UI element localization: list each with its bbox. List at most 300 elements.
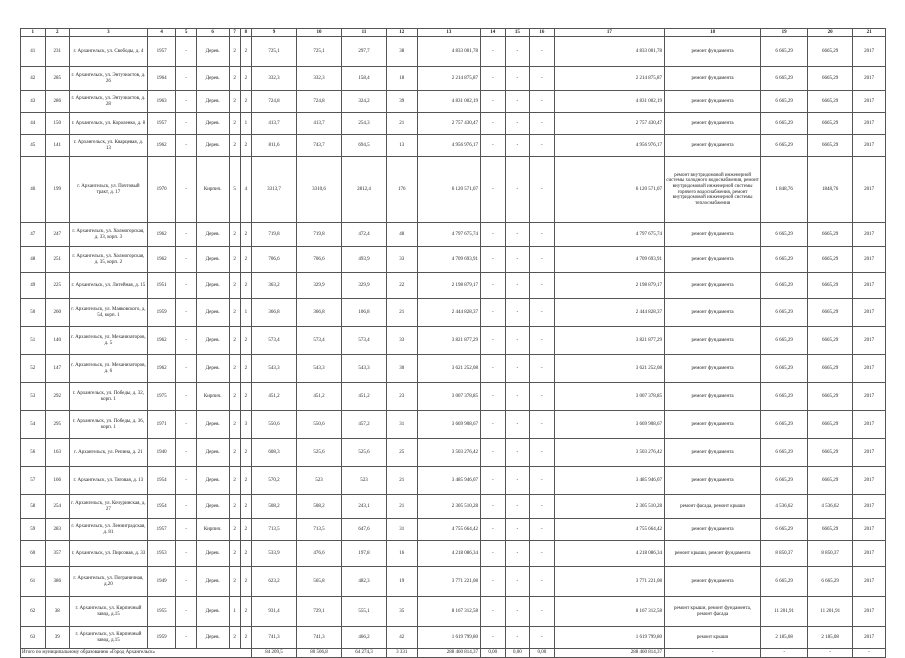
table-cell: 719,8 <box>296 223 341 247</box>
column-number-19: 19 <box>761 29 808 37</box>
cost-cell: 1 619 799,80 <box>554 627 664 649</box>
table-cell: - <box>481 113 506 135</box>
table-row <box>21 495 886 519</box>
cost-cell: 4 833 001,78 <box>554 37 664 67</box>
repair-work-cell: ремонт фундамента <box>665 519 761 541</box>
column-number-20: 20 <box>808 29 853 37</box>
table-cell: - <box>530 383 555 411</box>
table-cell: 6665,29 <box>808 439 853 467</box>
table-row <box>21 355 886 383</box>
table-cell: - <box>505 299 530 327</box>
table-cell: 2 <box>240 495 251 519</box>
address-cell: г. Архангельск, ул. Энтузиастов, д. 28 <box>70 91 148 113</box>
table-cell: 525,6 <box>296 439 341 467</box>
column-number-8: 8 <box>240 29 251 37</box>
table-cell: - <box>481 467 506 495</box>
address-cell: г. Архангельск, ул. Почтовый тракт, д. 17 <box>70 157 148 223</box>
table-cell: 573,4 <box>341 327 386 355</box>
table-cell: 6 665,29 <box>761 519 808 541</box>
repair-work-cell: ремонт фундамента <box>665 383 761 411</box>
table-cell: 543,3 <box>296 355 341 383</box>
table-cell: 1 <box>240 113 251 135</box>
table-row <box>21 567 886 597</box>
address-cell: г. Архангельск, ул. Тяговая, д. 13 <box>70 467 148 495</box>
column-number-11: 11 <box>341 29 386 37</box>
table-cell: - <box>530 541 555 567</box>
table-cell: - <box>530 519 555 541</box>
cost-cell: 4 797 675,74 <box>554 223 664 247</box>
table-cell: Дерев. <box>196 135 229 157</box>
table-cell: 1957 <box>147 519 176 541</box>
table-cell: 1959 <box>147 627 176 649</box>
address-cell: г. Архангельск, ул. Кирпичный завод, д.15 <box>70 597 148 627</box>
column-number-1: 1 <box>21 29 46 37</box>
table-cell: 1964 <box>147 67 176 91</box>
table-cell: - <box>530 247 555 273</box>
table-cell: 2017 <box>853 67 886 91</box>
cost-cell: 3 007 378,85 <box>554 383 664 411</box>
table-cell: - <box>176 223 196 247</box>
table-cell: 243,1 <box>341 495 386 519</box>
cost-cell: 4 831 002,19 <box>554 91 664 113</box>
address-cell: г. Архангельск, ул. Холмогорская, д. 33, корп. 3 <box>70 223 148 247</box>
table-cell: 2 <box>240 273 251 299</box>
cost-cell: 2 214 875,87 <box>554 67 664 91</box>
address-cell: г. Архангельск, ул. Кочуринская, д. 27 <box>70 495 148 519</box>
table-cell: 713,5 <box>252 519 297 541</box>
column-number-3: 3 <box>70 29 148 37</box>
table-cell: - <box>481 157 506 223</box>
table-cell: - <box>505 627 530 649</box>
table-cell: 811,6 <box>252 135 297 157</box>
table-cell: Дерев. <box>196 495 229 519</box>
cost-cell: 3 007 378,85 <box>417 383 480 411</box>
table-cell: 44 <box>21 113 46 135</box>
table-cell: Дерев. <box>196 439 229 467</box>
repair-work-cell: ремонт крыши, ремонт фундамента <box>665 541 761 567</box>
repair-work-cell: ремонт фундамента <box>665 299 761 327</box>
table-cell: 2017 <box>853 157 886 223</box>
table-cell: 565,8 <box>296 567 341 597</box>
address-cell: г. Архангельск, ул. Пограничная, д.20 <box>70 567 148 597</box>
table-cell: 332,3 <box>252 67 297 91</box>
table-cell: 6665,29 <box>808 37 853 67</box>
table-cell: 59 <box>21 519 46 541</box>
table-cell: 2 <box>229 519 240 541</box>
table-cell: 6 665,29 <box>808 567 853 597</box>
table-cell: 413,7 <box>252 113 297 135</box>
table-cell: 523 <box>341 467 386 495</box>
table-cell: 543,3 <box>341 355 386 383</box>
address-cell: г. Архангельск, ул. Победы, д. 32, корп. 1 <box>70 383 148 411</box>
table-cell: 1962 <box>147 327 176 355</box>
table-cell: 61 <box>21 567 46 597</box>
cost-cell: 3 503 276,42 <box>554 439 664 467</box>
table-cell: - <box>481 567 506 597</box>
table-cell: 6 665,29 <box>761 299 808 327</box>
table-cell: 1970 <box>147 157 176 223</box>
repair-work-cell: ремонт фундамента <box>665 439 761 467</box>
repair-work-cell: ремонт фундамента <box>665 113 761 135</box>
table-cell: 21 <box>386 495 417 519</box>
table-cell: 1963 <box>147 91 176 113</box>
table-cell: 4 536,62 <box>808 495 853 519</box>
table-cell: 1957 <box>147 113 176 135</box>
column-number-16: 16 <box>530 29 555 37</box>
cost-cell: 3 485 946,07 <box>554 467 664 495</box>
total-cell: - <box>808 649 853 658</box>
table-cell: 357 <box>45 541 70 567</box>
address-cell: г. Архангельск, ул. Кирпичный завод, д.15 <box>70 627 148 649</box>
table-cell: 199 <box>45 157 70 223</box>
table-cell: 1962 <box>147 135 176 157</box>
total-cell: - <box>853 649 886 658</box>
table-cell: - <box>481 135 506 157</box>
address-cell: г. Архангельск, ул. Энтузиастов, д. 26 <box>70 67 148 91</box>
column-number-14: 14 <box>481 29 506 37</box>
table-cell: - <box>176 411 196 439</box>
table-cell: - <box>481 519 506 541</box>
repair-work-cell: ремонт фундамента <box>665 327 761 355</box>
table-cell: 451,2 <box>341 383 386 411</box>
table-cell: 2 <box>229 113 240 135</box>
table-cell: 197,8 <box>341 541 386 567</box>
cost-cell: 4 833 001,78 <box>417 37 480 67</box>
address-cell: г. Архангельск, ул. Кварцевая, д. 13 <box>70 135 148 157</box>
table-row <box>21 383 886 411</box>
table-cell: - <box>530 135 555 157</box>
table-cell: 2 <box>240 383 251 411</box>
table-cell: 42 <box>21 67 46 91</box>
table-cell: 2017 <box>853 495 886 519</box>
table-cell: 158,4 <box>341 67 386 91</box>
table-cell: 150 <box>45 113 70 135</box>
table-cell: - <box>176 567 196 597</box>
table-cell: - <box>481 541 506 567</box>
repair-work-cell: ремонт фундамента <box>665 135 761 157</box>
table-cell: 47 <box>21 223 46 247</box>
total-cell: - <box>761 649 808 658</box>
table-cell: 6665,29 <box>808 113 853 135</box>
table-cell: 1949 <box>147 567 176 597</box>
table-cell: 147 <box>45 355 70 383</box>
table-cell: 2 <box>229 439 240 467</box>
table-row <box>21 327 886 355</box>
table-row <box>21 157 886 223</box>
table-cell: 386 <box>45 567 70 597</box>
table-cell: 2017 <box>853 327 886 355</box>
table-cell: 2 <box>240 567 251 597</box>
table-cell: 573,4 <box>296 327 341 355</box>
table-cell: - <box>176 37 196 67</box>
table-cell: 38 <box>386 37 417 67</box>
table-cell: 706,6 <box>296 247 341 273</box>
table-cell: 457,2 <box>341 411 386 439</box>
table-cell: 18 <box>386 67 417 91</box>
column-number-5: 5 <box>176 29 196 37</box>
table-cell: - <box>481 411 506 439</box>
table-cell: 6 665,29 <box>761 37 808 67</box>
table-cell: 366,8 <box>296 299 341 327</box>
table-cell: 251 <box>45 247 70 273</box>
table-cell: 2 <box>229 467 240 495</box>
table-cell: 49 <box>21 273 46 299</box>
cost-cell: 3 503 276,42 <box>417 439 480 467</box>
table-cell: 3 <box>240 411 251 439</box>
table-cell: - <box>176 383 196 411</box>
table-row <box>21 541 886 567</box>
cost-cell: 2 198 879,17 <box>554 273 664 299</box>
table-cell: 6 665,29 <box>761 411 808 439</box>
table-cell: 2017 <box>853 541 886 567</box>
table-cell: 2 <box>229 37 240 67</box>
table-cell: 2 <box>229 67 240 91</box>
table-cell: 2 <box>240 627 251 649</box>
table-cell: - <box>530 299 555 327</box>
table-cell: 2 <box>229 273 240 299</box>
table-cell: 1954 <box>147 495 176 519</box>
table-cell: 2017 <box>853 91 886 113</box>
table-cell: 23 <box>386 383 417 411</box>
table-cell: 2017 <box>853 519 886 541</box>
table-cell: 2 <box>229 327 240 355</box>
table-row <box>21 411 886 439</box>
column-number-7: 7 <box>229 29 240 37</box>
table-cell: 2017 <box>853 567 886 597</box>
table-cell: - <box>530 467 555 495</box>
table-cell: 2 <box>229 411 240 439</box>
table-cell: 1962 <box>147 223 176 247</box>
table-cell: 2 <box>229 627 240 649</box>
table-cell: 140 <box>45 327 70 355</box>
total-cell: 288 460 814,37 <box>554 649 664 658</box>
table-cell: 31 <box>386 411 417 439</box>
cost-cell: 4 956 976,17 <box>554 135 664 157</box>
table-cell: - <box>505 411 530 439</box>
table-cell: - <box>530 223 555 247</box>
table-cell: 6 665,29 <box>761 439 808 467</box>
repair-work-cell: ремонт фундамента <box>665 273 761 299</box>
table-cell: 106,8 <box>341 299 386 327</box>
table-cell: 6665,29 <box>808 67 853 91</box>
table-cell: - <box>530 37 555 67</box>
cost-cell: 1 619 799,80 <box>417 627 480 649</box>
column-number-15: 15 <box>505 29 530 37</box>
table-cell: 550,6 <box>252 411 297 439</box>
table-cell: - <box>176 113 196 135</box>
table-cell: 1940 <box>147 439 176 467</box>
repair-work-cell: ремонт фундамента <box>665 67 761 91</box>
table-cell: 741,3 <box>252 627 297 649</box>
table-row <box>21 113 886 135</box>
table-cell: 6 665,29 <box>761 383 808 411</box>
table-cell: 2017 <box>853 113 886 135</box>
table-cell: 570,2 <box>252 467 297 495</box>
address-cell: г. Архангельск, ул. Механизаторов, д. 6 <box>70 355 148 383</box>
table-cell: 6 665,29 <box>761 135 808 157</box>
table-cell: 2 <box>240 91 251 113</box>
table-cell: 523 <box>296 467 341 495</box>
table-cell: - <box>481 439 506 467</box>
table-cell: 2017 <box>853 383 886 411</box>
table-cell: Дерев. <box>196 37 229 67</box>
table-cell: 476,6 <box>296 541 341 567</box>
table-cell: 2017 <box>853 37 886 67</box>
table-cell: 3310,6 <box>296 157 341 223</box>
cost-cell: 6 120 571,07 <box>554 157 664 223</box>
table-cell: 56 <box>21 439 46 467</box>
table-cell: 2 <box>229 355 240 383</box>
table-cell: 2017 <box>853 411 886 439</box>
repair-work-cell: ремонт фундамента <box>665 411 761 439</box>
cost-cell: 2 444 828,37 <box>554 299 664 327</box>
table-row <box>21 627 886 649</box>
table-cell: 329,9 <box>341 273 386 299</box>
table-cell: - <box>176 247 196 273</box>
table-cell: - <box>505 495 530 519</box>
table-cell: - <box>176 91 196 113</box>
table-row <box>21 135 886 157</box>
table-cell: 2 <box>240 519 251 541</box>
table-cell: - <box>530 327 555 355</box>
table-cell: 30 <box>386 355 417 383</box>
table-cell: 297,7 <box>341 37 386 67</box>
table-cell: 694,5 <box>341 135 386 157</box>
cost-cell: 8 167 312,58 <box>554 597 664 627</box>
repair-work-cell: ремонт крыши <box>665 627 761 649</box>
table-cell: 2 <box>240 223 251 247</box>
table-cell: 2 <box>240 597 251 627</box>
table-cell: - <box>505 439 530 467</box>
table-cell: 57 <box>21 467 46 495</box>
table-cell: 1962 <box>147 247 176 273</box>
column-number-13: 13 <box>417 29 480 37</box>
table-cell: 6665,29 <box>808 327 853 355</box>
table-cell: 713,5 <box>296 519 341 541</box>
table-cell: 533,9 <box>252 541 297 567</box>
repair-work-cell: ремонт фундамента <box>665 567 761 597</box>
table-row <box>21 519 886 541</box>
table-cell: 2017 <box>853 627 886 649</box>
table-cell: - <box>481 247 506 273</box>
table-cell: 4 536,62 <box>761 495 808 519</box>
table-row <box>21 597 886 627</box>
table-cell: 724,8 <box>252 91 297 113</box>
table-cell: - <box>505 597 530 627</box>
column-number-10: 10 <box>296 29 341 37</box>
cost-cell: 4 755 664,42 <box>417 519 480 541</box>
table-cell: - <box>530 597 555 627</box>
cost-cell: 4 755 664,42 <box>554 519 664 541</box>
table-cell: Дерев. <box>196 411 229 439</box>
table-cell: 2 <box>229 541 240 567</box>
table-cell: - <box>530 67 555 91</box>
table-cell: 1953 <box>147 541 176 567</box>
table-cell: - <box>505 355 530 383</box>
table-row <box>21 467 886 495</box>
address-cell: г. Архангельск, ул. Пирсовая, д. 33 <box>70 541 148 567</box>
table-cell: 260 <box>45 299 70 327</box>
table-cell: 35 <box>386 597 417 627</box>
table-cell: - <box>481 273 506 299</box>
table-row <box>21 67 886 91</box>
table-cell: 1 848,76 <box>761 157 808 223</box>
table-row <box>21 299 886 327</box>
cost-cell: 4 709 693,91 <box>417 247 480 273</box>
table-cell: - <box>176 299 196 327</box>
total-cell: 0,00 <box>505 649 530 658</box>
repair-work-cell: ремонт внутридомовой инженерной системы холодного водоснабжения, ремонт внутридомовой инженерной системы горячего водоснабжения, ремонт внутридомовой инженерной системы теплоснабжения <box>665 157 761 223</box>
table-cell: 31 <box>386 519 417 541</box>
column-number-18: 18 <box>665 29 761 37</box>
cost-cell: 4 797 675,74 <box>417 223 480 247</box>
cost-cell: 2 214 875,87 <box>417 67 480 91</box>
table-cell: Дерев. <box>196 327 229 355</box>
table-cell: 2 <box>229 91 240 113</box>
table-cell: 2017 <box>853 597 886 627</box>
table-cell: 2017 <box>853 439 886 467</box>
table-cell: 451,2 <box>252 383 297 411</box>
table-cell: 46 <box>21 157 46 223</box>
table-cell: 45 <box>21 135 46 157</box>
table-cell: 2017 <box>853 273 886 299</box>
address-cell: г. Архангельск, ул. Ленинградская, д. 81 <box>70 519 148 541</box>
table-cell: 6 665,29 <box>761 355 808 383</box>
table-cell: 54 <box>21 411 46 439</box>
table-cell: 451,2 <box>296 383 341 411</box>
table-cell: - <box>530 495 555 519</box>
table-cell: 1 <box>240 299 251 327</box>
table-cell: 466,2 <box>341 627 386 649</box>
table-cell: - <box>505 247 530 273</box>
table-cell: Кирпич. <box>196 519 229 541</box>
table-cell: 6665,29 <box>808 383 853 411</box>
table-cell: 42 <box>386 627 417 649</box>
cost-cell: 2 444 828,37 <box>417 299 480 327</box>
table-cell: - <box>530 157 555 223</box>
table-cell: 43 <box>21 91 46 113</box>
table-cell: 2 <box>229 567 240 597</box>
table-cell: 2 <box>240 67 251 91</box>
table-cell: 8 850,37 <box>761 541 808 567</box>
table-cell: 1957 <box>147 37 176 67</box>
table-cell: - <box>176 467 196 495</box>
table-cell: 231 <box>45 37 70 67</box>
column-number-17: 17 <box>554 29 664 37</box>
table-cell: Дерев. <box>196 247 229 273</box>
table-cell: 2 <box>240 327 251 355</box>
table-cell: - <box>505 113 530 135</box>
table-cell: 21 <box>386 299 417 327</box>
table-cell: 2 <box>240 247 251 273</box>
table-cell: - <box>481 495 506 519</box>
repair-work-cell: ремонт фундамента <box>665 247 761 273</box>
table-cell: - <box>530 627 555 649</box>
table-cell: 2 <box>229 223 240 247</box>
repair-work-cell: ремонт фундамента <box>665 467 761 495</box>
table-cell: 166 <box>45 467 70 495</box>
cost-cell: 3 621 252,08 <box>417 355 480 383</box>
table-cell: 283 <box>45 519 70 541</box>
table-cell: - <box>176 519 196 541</box>
table-cell: 413,7 <box>296 113 341 135</box>
table-cell: 2 <box>240 541 251 567</box>
table-cell: 6665,29 <box>808 247 853 273</box>
table-cell: Дерев. <box>196 67 229 91</box>
table-cell: - <box>505 37 530 67</box>
cost-cell: 6 120 571,07 <box>417 157 480 223</box>
cost-cell: 4 831 002,19 <box>417 91 480 113</box>
